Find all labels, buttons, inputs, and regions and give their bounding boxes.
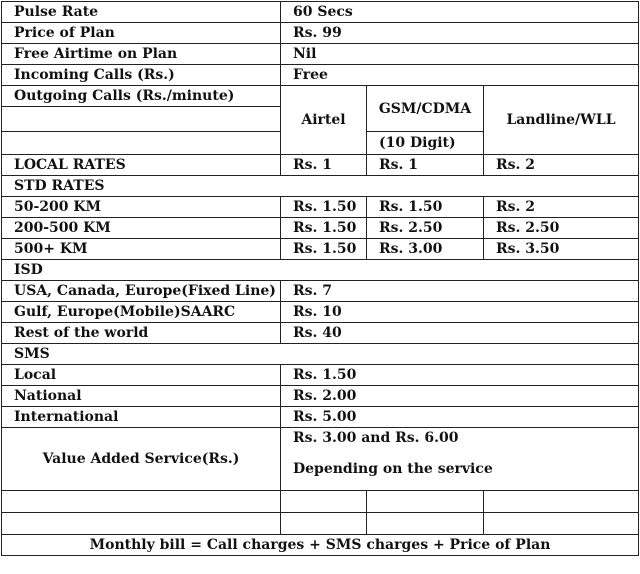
tariff-table: [1, 1, 639, 556]
col-airtel: Airtel: [281, 86, 367, 155]
std-distance-label: 50-200 KM: [2, 197, 281, 218]
incoming-value: Free: [281, 65, 639, 86]
sms-type-label: International: [2, 407, 281, 428]
blank-cell: [281, 513, 367, 535]
outgoing-header-row: [2, 86, 639, 107]
outgoing-label: Outgoing Calls (Rs./minute): [2, 86, 281, 107]
isd-header-row: [2, 260, 639, 281]
std-gsm-rate: Rs. 2.50: [367, 218, 484, 239]
std-row: [2, 239, 639, 260]
sms-row: [2, 407, 639, 428]
std-airtel-rate: Rs. 1.50: [281, 197, 367, 218]
empty-row: [2, 513, 639, 535]
blank-cell: [281, 491, 367, 513]
sms-type-label: National: [2, 386, 281, 407]
isd-rate: Rs. 7: [281, 281, 639, 302]
empty-row: [2, 491, 639, 513]
isd-region-label: Rest of the world: [2, 323, 281, 344]
incoming-row: [2, 65, 639, 86]
col-gsm-cdma-sub: (10 Digit): [367, 132, 484, 155]
vas-condition-text: Depending on the service: [293, 461, 493, 477]
col-landline: Landline/WLL: [484, 86, 639, 155]
sms-rate: Rs. 1.50: [281, 365, 639, 386]
sms-header-row: [2, 344, 639, 365]
vas-row: [2, 428, 639, 491]
std-airtel-rate: Rs. 1.50: [281, 218, 367, 239]
vas-label: Value Added Service(Rs.): [2, 428, 281, 491]
free-airtime-row: [2, 44, 639, 65]
isd-region-label: Gulf, Europe(Mobile)SAARC: [2, 302, 281, 323]
std-landline-rate: Rs. 2: [484, 197, 639, 218]
vas-value: [281, 428, 639, 491]
std-gsm-rate: Rs. 3.00: [367, 239, 484, 260]
isd-row: [2, 323, 639, 344]
blank-cell: [484, 491, 639, 513]
isd-row: [2, 281, 639, 302]
blank-cell: [367, 513, 484, 535]
local-airtel-rate: Rs. 1: [281, 155, 367, 176]
std-gsm-rate: Rs. 1.50: [367, 197, 484, 218]
std-distance-label: 500+ KM: [2, 239, 281, 260]
blank-cell: [2, 491, 281, 513]
sms-type-label: Local: [2, 365, 281, 386]
sms-row: [2, 386, 639, 407]
sms-label: SMS: [2, 344, 639, 365]
local-landline-rate: Rs. 2: [484, 155, 639, 176]
free-airtime-label: Free Airtime on Plan: [2, 44, 281, 65]
std-row: [2, 197, 639, 218]
vas-spacer: [293, 445, 638, 462]
isd-rate: Rs. 40: [281, 323, 639, 344]
blank-cell: [367, 491, 484, 513]
std-rates-header-row: [2, 176, 639, 197]
isd-region-label: USA, Canada, Europe(Fixed Line): [2, 281, 281, 302]
col-gsm-cdma: GSM/CDMA: [367, 86, 484, 132]
std-landline-rate: Rs. 3.50: [484, 239, 639, 260]
std-airtel-rate: Rs. 1.50: [281, 239, 367, 260]
sms-rate: Rs. 5.00: [281, 407, 639, 428]
incoming-label: Incoming Calls (Rs.): [2, 65, 281, 86]
blank-cell: [484, 513, 639, 535]
isd-label: ISD: [2, 260, 639, 281]
isd-row: [2, 302, 639, 323]
blank-cell: [2, 513, 281, 535]
pulse-rate-value: 60 Secs: [281, 2, 639, 23]
local-gsm-rate: Rs. 1: [367, 155, 484, 176]
local-rates-label: LOCAL RATES: [2, 155, 281, 176]
price-value: Rs. 99: [281, 23, 639, 44]
sms-row: [2, 365, 639, 386]
std-rates-label: STD RATES: [2, 176, 639, 197]
pulse-rate-row: [2, 2, 639, 23]
monthly-bill-formula: Monthly bill = Call charges + SMS charges + Price of Plan: [2, 535, 639, 556]
price-label: Price of Plan: [2, 23, 281, 44]
blank-cell: [2, 107, 281, 132]
std-landline-rate: Rs. 2.50: [484, 218, 639, 239]
std-distance-label: 200-500 KM: [2, 218, 281, 239]
blank-cell: [2, 132, 281, 155]
pulse-rate-label: Pulse Rate: [2, 2, 281, 23]
local-rates-row: [2, 155, 639, 176]
std-row: [2, 218, 639, 239]
sms-rate: Rs. 2.00: [281, 386, 639, 407]
vas-rate-text: Rs. 3.00 and Rs. 6.00: [293, 430, 459, 446]
isd-rate: Rs. 10: [281, 302, 639, 323]
free-airtime-value: Nil: [281, 44, 639, 65]
footer-row: [2, 535, 639, 556]
price-row: [2, 23, 639, 44]
